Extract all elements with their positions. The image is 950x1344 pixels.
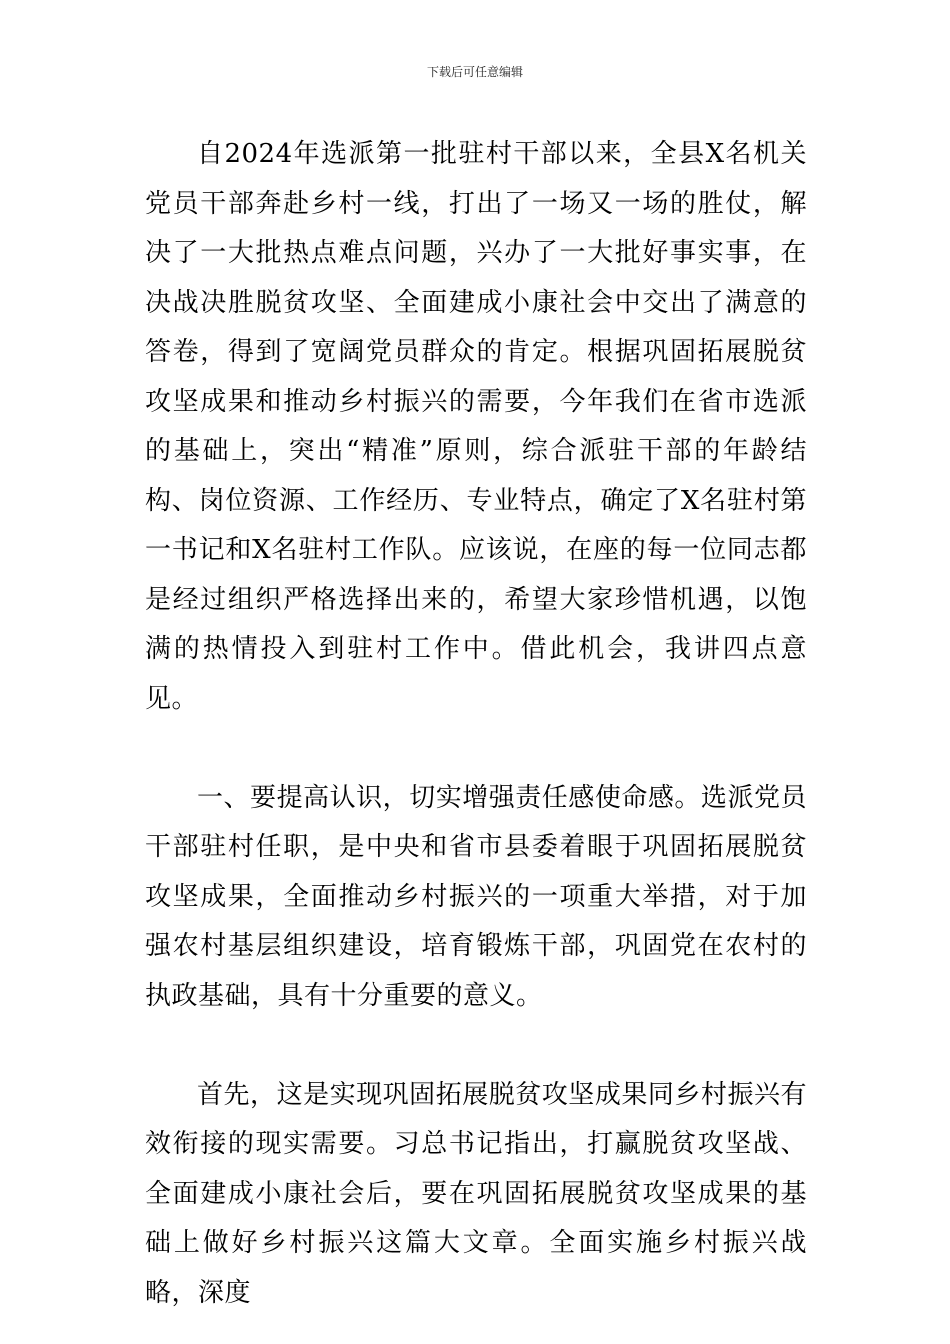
paragraph-section-one: 一、要提高认识，切实增强责任感使命感。选派党员干部驻村任职，是中央和省市县委着眼于巩固拓展脱贫攻坚成果，全面推动乡村振兴的一项重大举措，对于加强农村基层组织建设，培育锻炼干部，巩固党在农村的执政基础，具有十分重要的意义。 xyxy=(145,782,807,1011)
document-body xyxy=(145,130,807,1318)
page-header: 下载后可任意编辑 xyxy=(426,65,523,79)
paragraph-intro: 自2024年选派第一批驻村干部以来，全县X名机关党员干部奔赴乡村一线，打出了一场又一场的胜仗，解决了一大批热点难点问题，兴办了一大批好事实事，在决战决胜脱贫攻坚、全面建成小康社会中交出了满意的答卷，得到了宽阔党员群众的肯定。根据巩固拓展脱贫攻坚成果和推动乡村振兴的需要，今年我们在省市选派的基础上，突出“精准”原则，综合派驻干部的年龄结构、岗位资源、工作经历、专业特点，确定了X名驻村第一书记和X名驻村工作队。应该说，在座的每一位同志都是经过组织严格选择出来的，希望大家珍惜机遇，以饱满的热情投入到驻村工作中。借此机会，我讲四点意见。 xyxy=(145,139,807,714)
paragraph-first-point: 首先，这是实现巩固拓展脱贫攻坚成果同乡村振兴有效衔接的现实需要。习总书记指出，打赢脱贫攻坚战、全面建成小康社会后，要在巩固拓展脱贫攻坚成果的基础上做好乡村振兴这篇大文章。全面实施乡村振兴战略，深度 xyxy=(145,1079,807,1308)
